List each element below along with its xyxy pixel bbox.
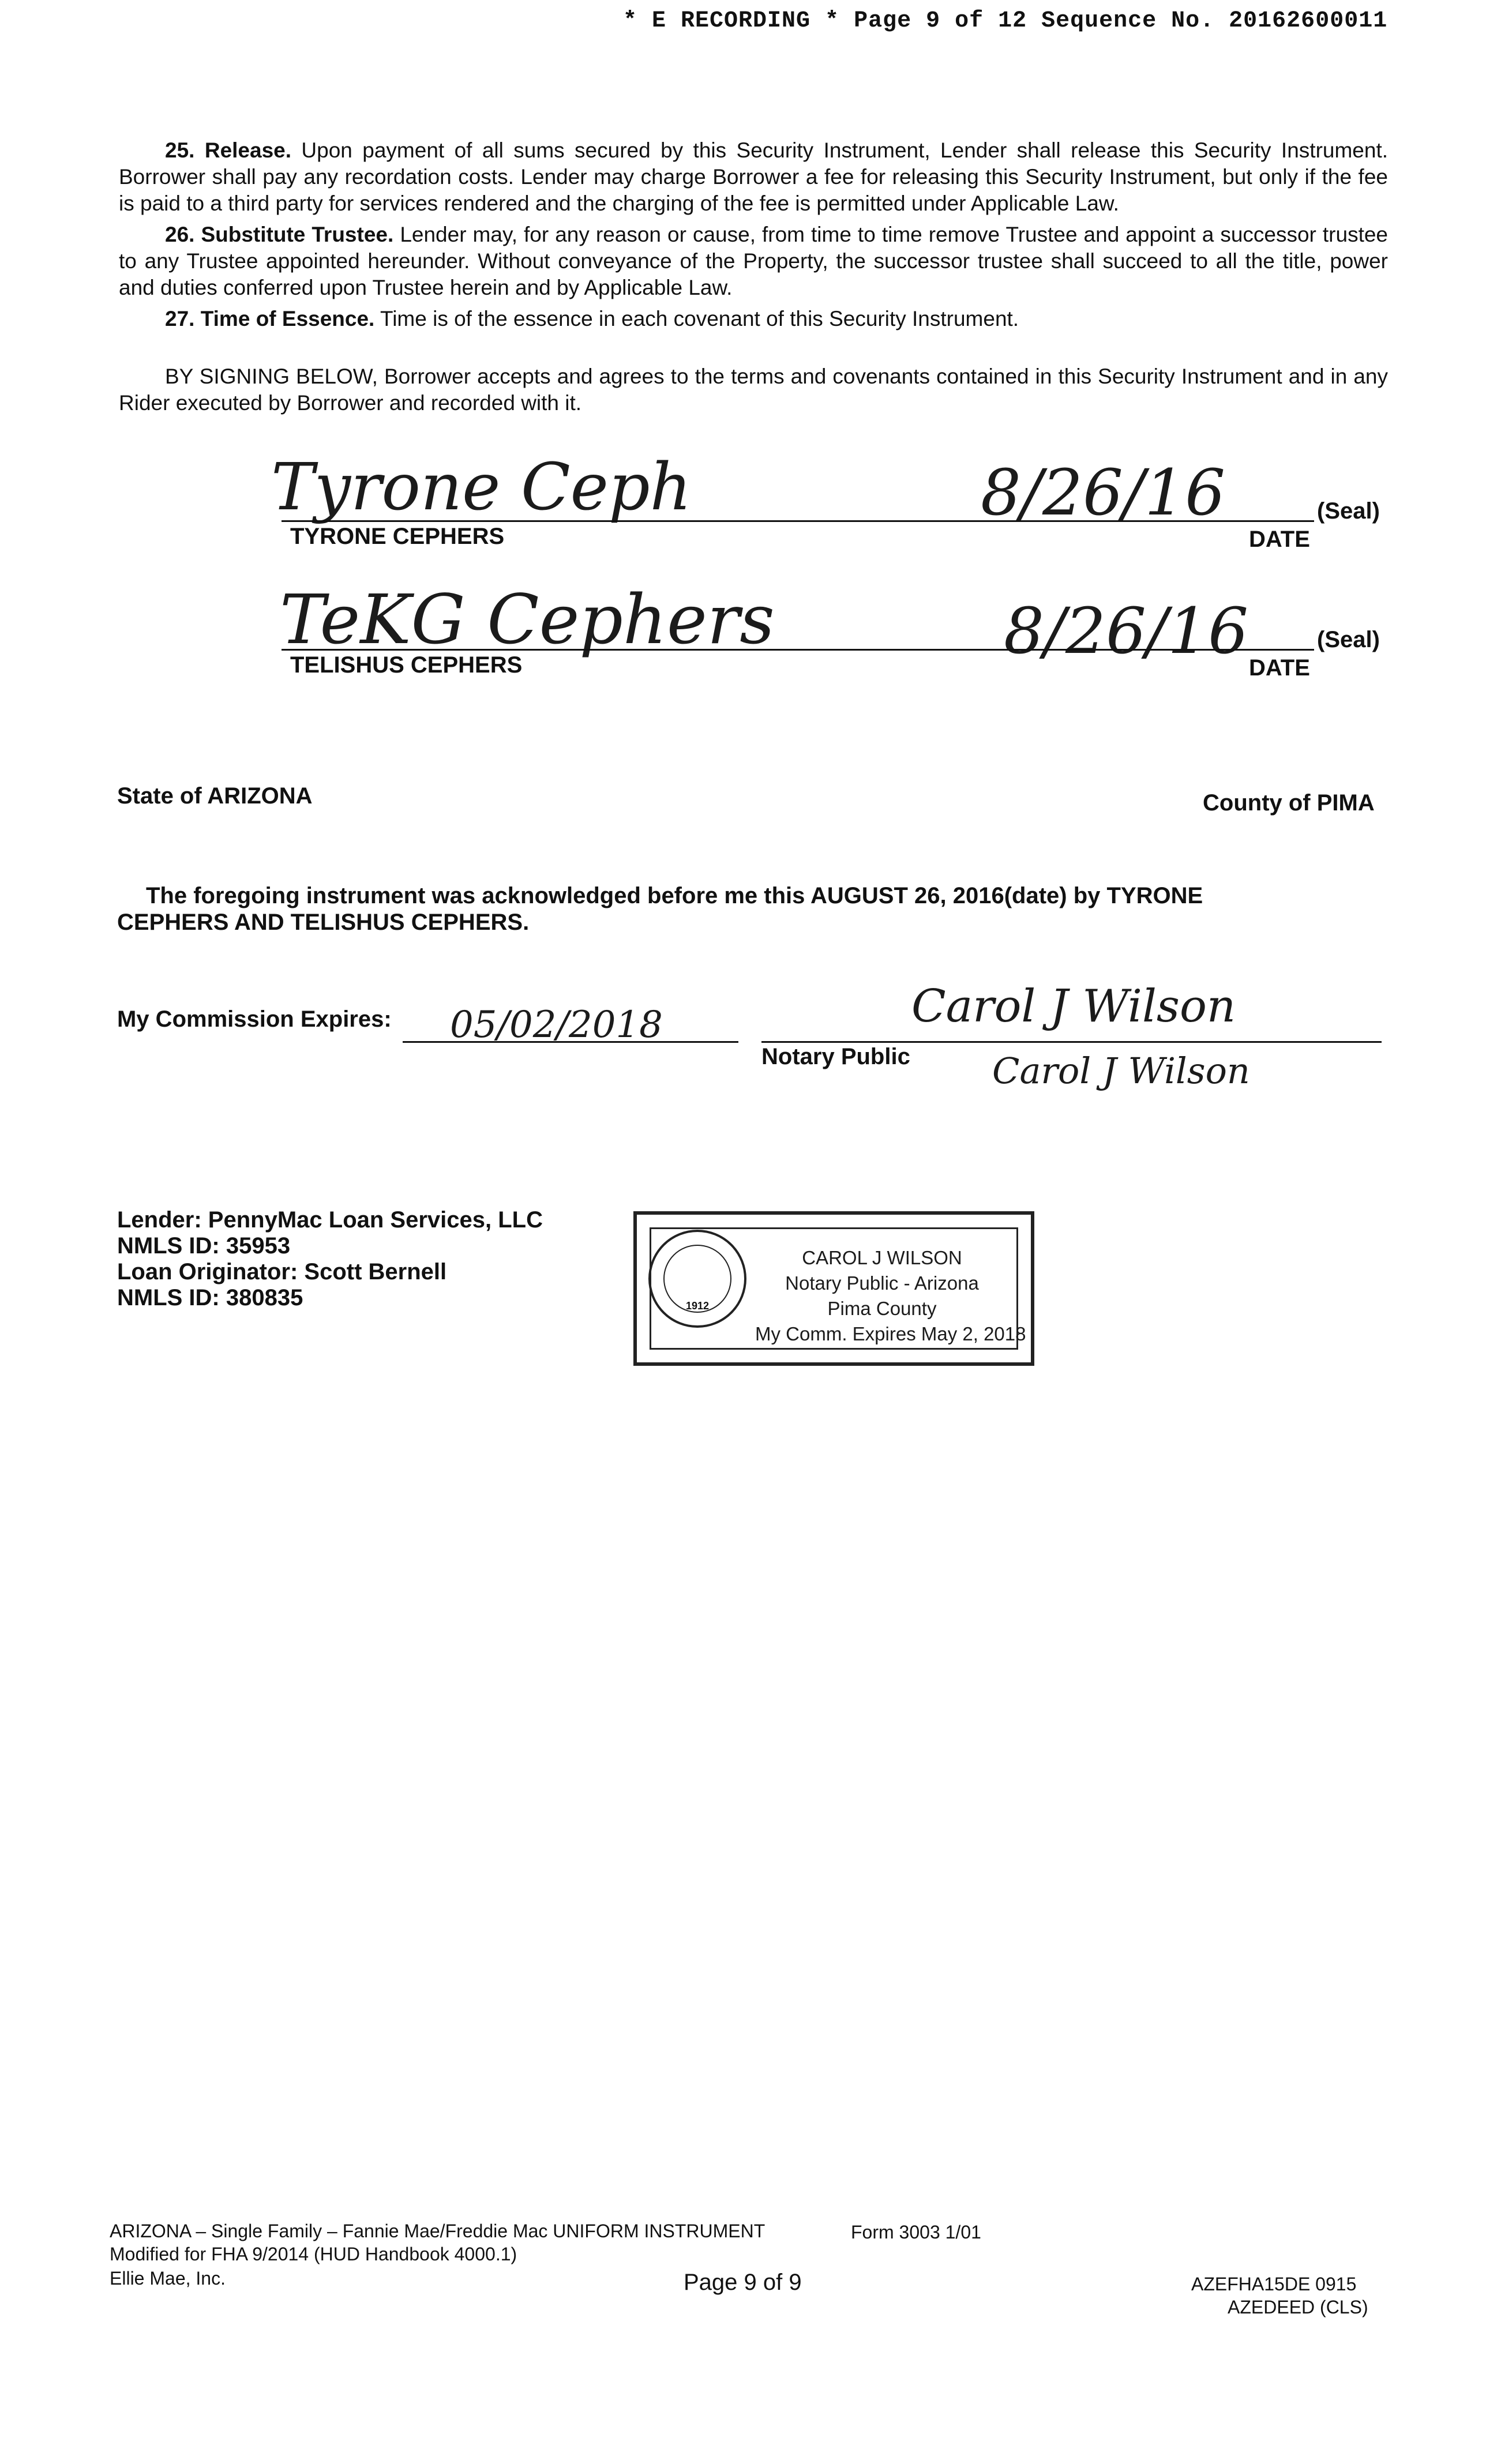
handwritten-date-2: 8/26/16 (1004, 594, 1249, 668)
notary-public-label: Notary Public (761, 1044, 910, 1069)
notary-line (761, 1041, 1382, 1043)
covenant-title: Substitute Trustee. (201, 223, 394, 246)
footer-publisher: Ellie Mae, Inc. (110, 2268, 226, 2289)
borrower-name-1: TYRONE CEPHERS (290, 524, 505, 549)
signature-tyrone: Tyrone Ceph (271, 450, 692, 525)
covenant-27 (119, 306, 1388, 332)
date-label-2: DATE (1249, 655, 1310, 681)
recording-header: * E RECORDING * Page 9 of 12 Sequence No. 20162600011 (623, 8, 1388, 34)
lender-info (117, 1207, 543, 1311)
stamp-expires: My Comm. Expires May 2, 2018 (755, 1323, 1026, 1344)
covenant-number: 25. (165, 138, 195, 162)
seal-label-2: (Seal) (1317, 627, 1380, 652)
page-number: Page 9 of 9 (684, 2270, 802, 2295)
seal-year: 1912 (685, 1300, 710, 1312)
stamp-title: Notary Public - Arizona (785, 1272, 979, 1294)
covenant-title: Time of Essence. (200, 307, 375, 330)
loan-originator: Loan Originator: Scott Bernell (117, 1259, 447, 1284)
notary-signature: Carol J Wilson (911, 981, 1236, 1032)
originator-nmls: NMLS ID: 380835 (117, 1285, 303, 1310)
seal-label-1: (Seal) (1317, 498, 1380, 524)
signing-statement: BY SIGNING BELOW, Borrower accepts and agrees to the terms and covenants contained in this Security Instrument and in any Rider executed by Borrower and recorded with it. (119, 365, 1388, 415)
lender-name: Lender: PennyMac Loan Services, LLC (117, 1207, 543, 1233)
notary-stamp (633, 1211, 1034, 1366)
covenant-text: Upon payment of all sums secured by this Security Instrument, Lender shall release this Security Instrument. Borrower shall pay any recordation costs. Lender may charge Borrower a fee for releasing this Security Instrument, but only if the fee is paid to a third party for services rendered and the charging of the fee is permitted under Applicable Law. (119, 138, 1388, 215)
borrower-name-2: TELISHUS CEPHERS (290, 652, 523, 678)
footer-code-2: AZEDEED (CLS) (1228, 2297, 1368, 2317)
stamp-name: CAROL J WILSON (802, 1247, 962, 1268)
covenant-26 (119, 221, 1388, 301)
signature-line-1 (282, 520, 1314, 522)
commission-label: My Commission Expires: (117, 1006, 392, 1032)
state-label: State of ARIZONA (117, 783, 313, 809)
covenant-title: Release. (204, 138, 292, 162)
acknowledgment-text: The foregoing instrument was acknowledged before me this AUGUST 26, 2016(date) by TYRONE CEPHERS AND TELISHUS CEPHERS. (117, 883, 1203, 935)
covenant-text: Time is of the essence in each covenant of this Security Instrument. (380, 307, 1019, 330)
footer-form-number: Form 3003 1/01 (851, 2222, 981, 2243)
commission-date: 05/02/2018 (450, 1004, 663, 1046)
footer-modified: Modified for FHA 9/2014 (HUD Handbook 4000.1) (110, 2244, 517, 2264)
handwritten-date-1: 8/26/16 (981, 456, 1226, 529)
footer-form-title: ARIZONA – Single Family – Fannie Mae/Freddie Mac UNIFORM INSTRUMENT (110, 2221, 765, 2241)
covenant-text: Lender may, for any reason or cause, from time to time remove Trustee and appoint a successor trustee to any Trustee appointed hereunder. Without conveyance of the Property, the successor trustee shall succeed to all the title, power and duties conferred upon Trustee herein and by Applicable Law. (119, 223, 1389, 299)
date-label-1: DATE (1249, 527, 1310, 552)
footer-code-1: AZEFHA15DE 0915 (1191, 2274, 1357, 2294)
lender-nmls: NMLS ID: 35953 (117, 1233, 291, 1259)
covenant-number: 26. (165, 223, 195, 246)
signature-telishus: TeKG Cephers (280, 580, 775, 659)
state-seal-icon (648, 1230, 746, 1328)
stamp-county: Pima County (827, 1298, 937, 1319)
signature-line-2 (282, 649, 1314, 651)
covenant-number: 27. (165, 307, 195, 330)
notary-printed-name: Carol J Wilson (992, 1050, 1250, 1092)
covenant-25 (119, 137, 1388, 217)
commission-line (403, 1041, 738, 1043)
county-label: County of PIMA (1203, 790, 1375, 816)
